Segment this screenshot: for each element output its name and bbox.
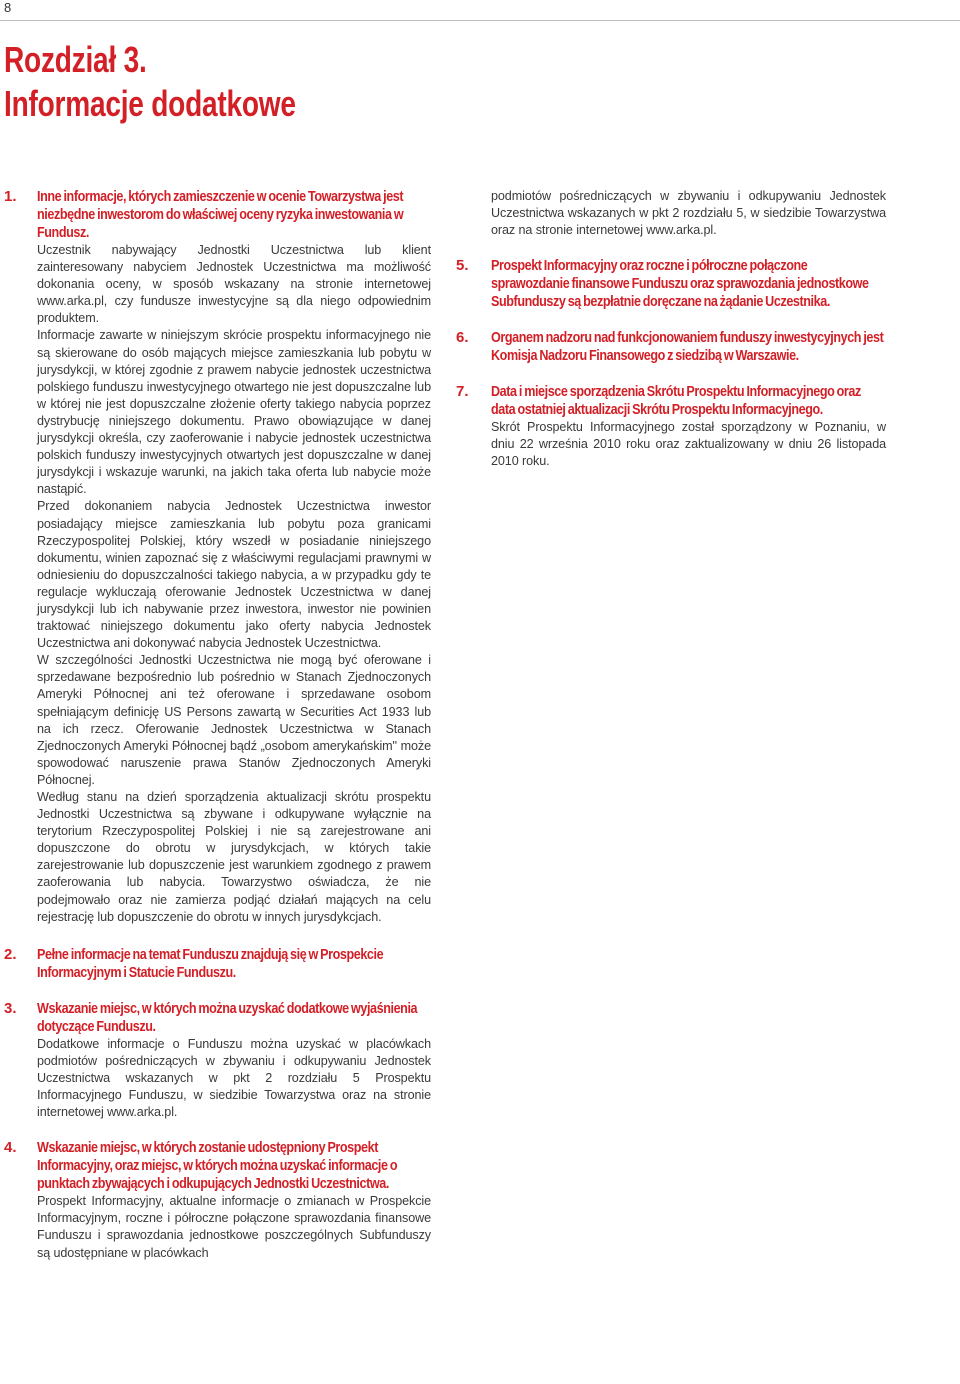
section-item-4 xyxy=(0,1139,431,1261)
section-heading xyxy=(491,329,886,365)
paragraph: Przed dokonaniem nabycia Jednostek Uczestnictwa inwestor posiadający miejsce zamieszkania lub pobytu poza granicami Rzeczypospolitej Polskiej, który wszedł w posiadanie niniejszego dokumentu, winien zapoznać się z właściwymi regulacjami prawnymi w odniesieniu do dopuszczalności takiego nabycia, a w przypadku gdy te regulacje wykluczają oferowanie Jednostek Uczestnictwa w danej jurysdykcji lub ich nabywanie przez inwestora, inwestor nie powinien traktować niniejszego dokumentu jako oferty nabycia Jednostek Uczestnictwa ani dokonywać nabycia Jednostek Uczestnictwa. xyxy=(37,499,431,651)
section-heading-text: Prospekt Informacyjny oraz roczne i półroczne połączone sprawozdanie finansowe Funduszu oraz sprawozdania jednostkowe Subfunduszy są bezpłatnie doręczane na żądanie Uczestnika. xyxy=(491,257,869,311)
paragraph: Prospekt Informacyjny, aktualne informacje o zmianach w Prospekcie Informacyjnym, roczne i półroczne połączone sprawozdania finansowe Funduszu i sprawozdania jednostkowe poszczególnych Subfunduszy są udostępniane w placówkach xyxy=(37,1194,431,1260)
chapter-title-line2: Informacje dodatkowe xyxy=(4,83,296,124)
section-number: 7. xyxy=(456,383,469,401)
paragraph: Informacje zawarte w niniejszym skrócie prospektu informacyjnego nie są skierowane do osób mających miejsce zamieszkania lub pobytu w jurysdykcji, w której zgodnie z prawem nabycie jednostek uczestnictwa polskiego funduszu inwestycyjnego otwartego nie jest dopuszczalne lub w której nie jest dopuszczalne złożenie oferty takiego nabycia poprzez dystrybucję niniejszego dokumentu. Prawo obowiązujące w danej jurysdykcji określa, czy zaoferowanie i nabycie jednostek uczestnictwa polskich funduszy inwestycyjnych otwartych jest dopuszczalne w danej jurysdykcji i wskazuje warunki, na jakich taka oferta lub nabycie może nastąpić. xyxy=(37,328,431,497)
paragraph: Według stanu na dzień sporządzenia aktualizacji skrótu prospektu Jednostki Uczestnictwa są zbywane i odkupywane wyłącznie na terytorium Rzeczypospolitej Polskiej i nie są zarejestrowane ani dopuszczone do obrotu w jurysdykcjach, w których takie zarejestrowanie lub dopuszczenie jest warunkiem zgodnego z prawem zaoferowania lub nabycia. Towarzystwo oświadcza, że nie podejmowało oraz nie zamierza podjąć działań mających na celu rejestrację lub dopuszczenie do obrotu w innych jurysdykcjach. xyxy=(37,790,431,924)
section-item-4-continued xyxy=(456,188,886,239)
page-number: 8 xyxy=(4,0,12,15)
paragraph: W szczególności Jednostki Uczestnictwa nie mogą być oferowane i sprzedawane bezpośrednio lub pośrednio w Stanach Zjednoczonych Ameryki Północnej ani też oferowane i sprzedawane osobom spełniającym definicję US Persons zawartą w Securities Act 1933 lub na ich rzecz. Oferowanie Jednostek Uczestnictwa w Stanach Zjednoczonych Ameryki Północnej bądź „osobom amerykańskim" może spowodować naruszenie prawa Stanów Zjednoczonych Ameryki Północnej. xyxy=(37,653,431,787)
section-item-1 xyxy=(0,188,431,926)
section-heading-text: Pełne informacje na temat Funduszu znajdują się w Prospekcie Informacyjnym i Statucie Funduszu. xyxy=(37,945,384,981)
section-item-7 xyxy=(456,383,886,470)
section-heading xyxy=(37,1000,431,1036)
right-column xyxy=(456,188,886,471)
section-number: 1. xyxy=(4,188,17,205)
section-number: 6. xyxy=(456,329,469,347)
section-heading-text: Wskazanie miejsc, w których zostanie udostępniony Prospekt Informacyjny, oraz miejsc, w których można uzyskać informacje o punktach zbywających i odkupujących Jednostki Uczestnictwa. xyxy=(37,1139,398,1193)
chapter-title xyxy=(4,38,296,126)
paragraph: Uczestnik nabywający Jednostki Uczestnictwa lub klient zainteresowany nabyciem Jednostek Uczestnictwa ma możliwość dokonania oceny, w sposób wskazany na stronie internetowej www.arka.pl, czy fundusze inwestycyjne są dla niego odpowiednim produktem. xyxy=(37,243,431,326)
section-heading xyxy=(37,188,431,242)
section-item-2 xyxy=(0,946,431,982)
section-item-3 xyxy=(0,1000,431,1121)
section-number: 4. xyxy=(4,1139,17,1157)
section-heading xyxy=(491,257,886,311)
section-number: 3. xyxy=(4,999,17,1017)
section-number: 2. xyxy=(4,945,17,963)
left-column xyxy=(0,188,431,1262)
section-heading xyxy=(491,383,886,419)
chapter-title-line1: Rozdział 3. xyxy=(4,39,147,80)
section-heading-text: Organem nadzoru nad funkcjonowaniem funduszy inwestycyjnych jest Komisja Nadzoru Finansowego z siedzibą w Warszawie. xyxy=(491,329,884,365)
section-heading-text: Data i miejsce sporządzenia Skrótu Prospektu Informacyjnego oraz data ostatniej aktualizacji Skrótu Prospektu Informacyjnego. xyxy=(491,383,861,419)
section-item-6 xyxy=(456,329,886,365)
paragraph: Skrót Prospektu Informacyjnego został sporządzony w Poznaniu, w dniu 22 września 2010 roku oraz zaktualizowany w dniu 26 listopada 2010 roku. xyxy=(491,420,886,469)
paragraph: podmiotów pośredniczących w zbywaniu i odkupywaniu Jednostek Uczestnictwa wskazanych w pkt 2 rozdziału 5, w siedzibie Towarzystwa oraz na stronie internetowej www.arka.pl. xyxy=(491,189,886,238)
paragraph: Dodatkowe informacje o Funduszu można uzyskać w placówkach podmiotów pośredniczących w zbywaniu i odkupywaniu Jednostek Uczestnictwa wskazanych w pkt 2 rozdziału 5 Prospektu Informacyjnego Funduszu, w siedzibie Towarzystwa oraz na stronie internetowej www.arka.pl. xyxy=(37,1036,431,1120)
section-heading-text: Wskazanie miejsc, w których można uzyskać dodatkowe wyjaśnienia dotyczące Funduszu. xyxy=(37,999,418,1035)
section-heading xyxy=(37,1139,431,1193)
section-heading xyxy=(37,946,431,982)
header-divider xyxy=(0,20,960,21)
section-item-5 xyxy=(456,257,886,311)
section-heading-text: Inne informacje, których zamieszczenie w ocenie Towarzystwa jest niezbędne inwestorom do właściwej oceny ryzyka inwestowania w Fundusz. xyxy=(37,188,404,241)
section-number: 5. xyxy=(456,257,469,275)
